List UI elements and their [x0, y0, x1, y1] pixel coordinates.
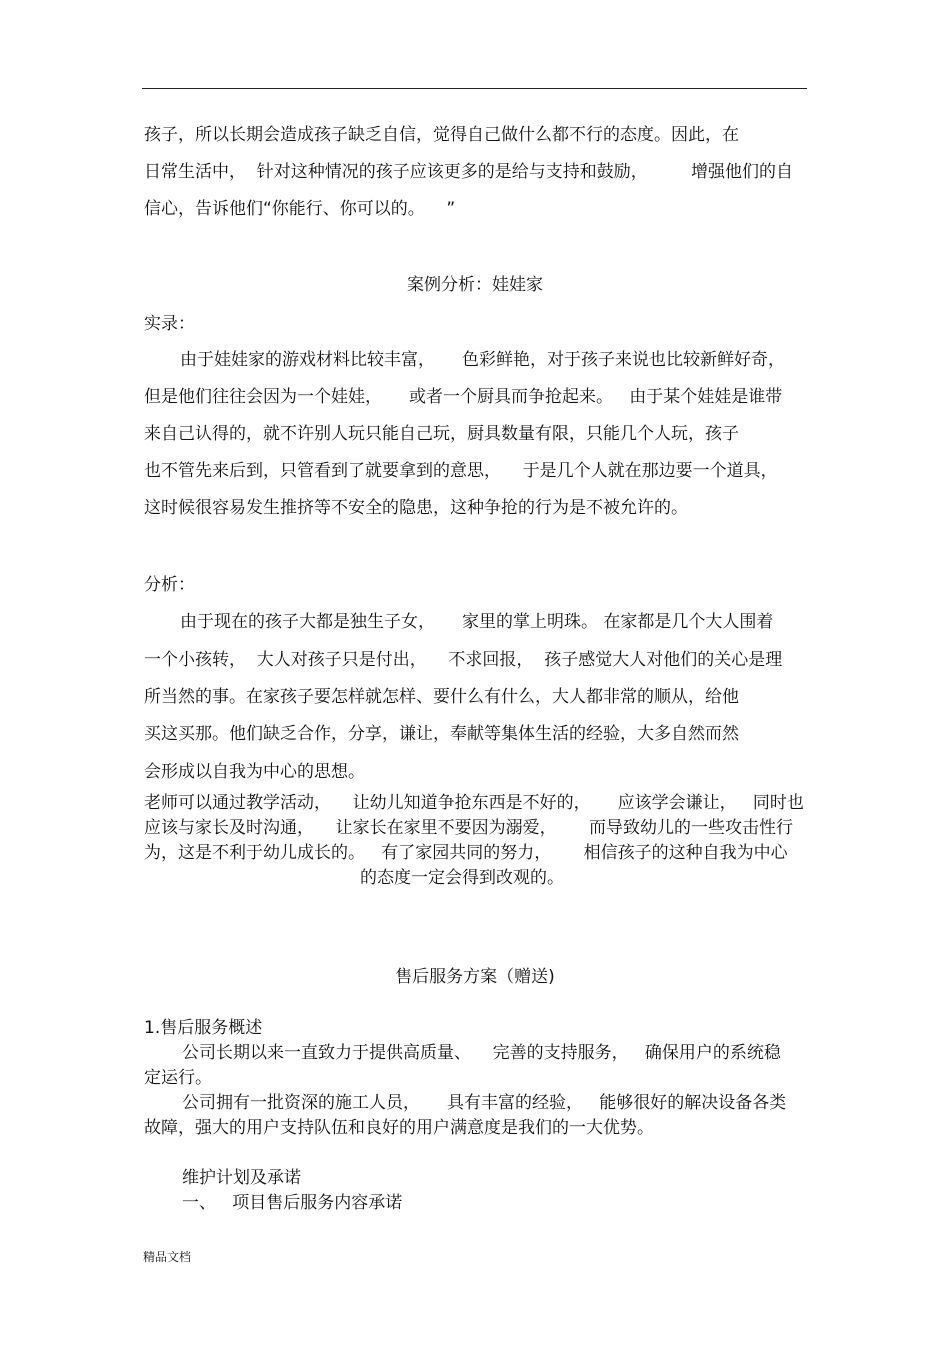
paragraph-line: 由于现在的孩子大都是独生子女， 家里的掌上明珠。 在家都是几个大人围着	[180, 612, 774, 632]
paragraph-line: 会形成以自我为中心的思想。	[144, 762, 365, 782]
plan-title: 维护计划及承诺	[182, 1168, 301, 1188]
paragraph-line: 这时候很容易发生推挤等不安全的隐患，这种争抢的行为是不被允许的。	[144, 498, 688, 518]
paragraph-line: 孩子，所以长期会造成孩子缺乏自信，觉得自己做什么都不行的态度。因此，在	[144, 125, 739, 145]
paragraph-line: 买这买那。他们缺乏合作，分享，谦让，奉献等集体生活的经验，大多自然而然	[144, 724, 739, 744]
paragraph-line: 为，这是不利于幼儿成长的。 有了家园共同的努力， 相信孩子的这种自我为中心	[144, 843, 788, 863]
paragraph-line: 来自己认得的，就不许别人玩只能自己玩，厨具数量有限，只能几个人玩，孩子	[144, 424, 739, 444]
paragraph-line: 公司长期以来一直致力于提供高质量、 完善的支持服务， 确保用户的系统稳	[182, 1043, 781, 1063]
paragraph-line: 老师可以通过教学活动， 让幼儿知道争抢东西是不好的， 应该学会谦让， 同时也	[144, 793, 804, 813]
paragraph-line: 故障，强大的用户支持队伍和良好的用户满意度是我们的一大优势。	[144, 1118, 654, 1138]
record-label: 实录：	[144, 314, 195, 334]
paragraph-line: 公司拥有一批资深的施工人员， 具有丰富的经验， 能够很好的解决设备各类	[182, 1093, 787, 1113]
service-title: 售后服务方案（赠送)	[395, 967, 555, 987]
analysis-label: 分析：	[144, 575, 195, 595]
paragraph-line: 日常生活中， 针对这种情况的孩子应该更多的是给与支持和鼓励， 增强他们的自	[144, 162, 794, 182]
paragraph-line: 的态度一定会得到改观的。	[360, 868, 564, 888]
paragraph-line: 应该与家长及时沟通， 让家长在家里不要因为溺爱， 而导致幼儿的一些攻击性行	[144, 818, 794, 838]
header-rule	[142, 88, 807, 89]
footer-label: 精品文档	[143, 1250, 192, 1264]
paragraph-line: 由于娃娃家的游戏材料比较丰富， 色彩鲜艳，对于孩子来说也比较新鲜好奇，	[180, 350, 786, 370]
service-heading: 1.售后服务概述	[144, 1018, 263, 1038]
paragraph-line: 但是他们往往会因为一个娃娃， 或者一个厨具而争抢起来。 由于某个娃娃是谁带	[144, 387, 783, 407]
plan-item: 一、 项目售后服务内容承诺	[182, 1193, 403, 1213]
case-title: 案例分析：娃娃家	[407, 275, 543, 295]
paragraph-line: 一个小孩转， 大人对孩子只是付出， 不求回报， 孩子感觉大人对他们的关心是理	[144, 650, 783, 670]
paragraph-line: 信心，告诉他们“你能行、你可以的。 ”	[144, 199, 456, 219]
paragraph-line: 定运行。	[144, 1068, 212, 1088]
paragraph-line: 也不管先来后到，只管看到了就要拿到的意思， 于是几个人就在那边要一个道具，	[144, 461, 778, 481]
paragraph-line: 所当然的事。在家孩子要怎样就怎样、要什么有什么，大人都非常的顺从，给他	[144, 687, 739, 707]
